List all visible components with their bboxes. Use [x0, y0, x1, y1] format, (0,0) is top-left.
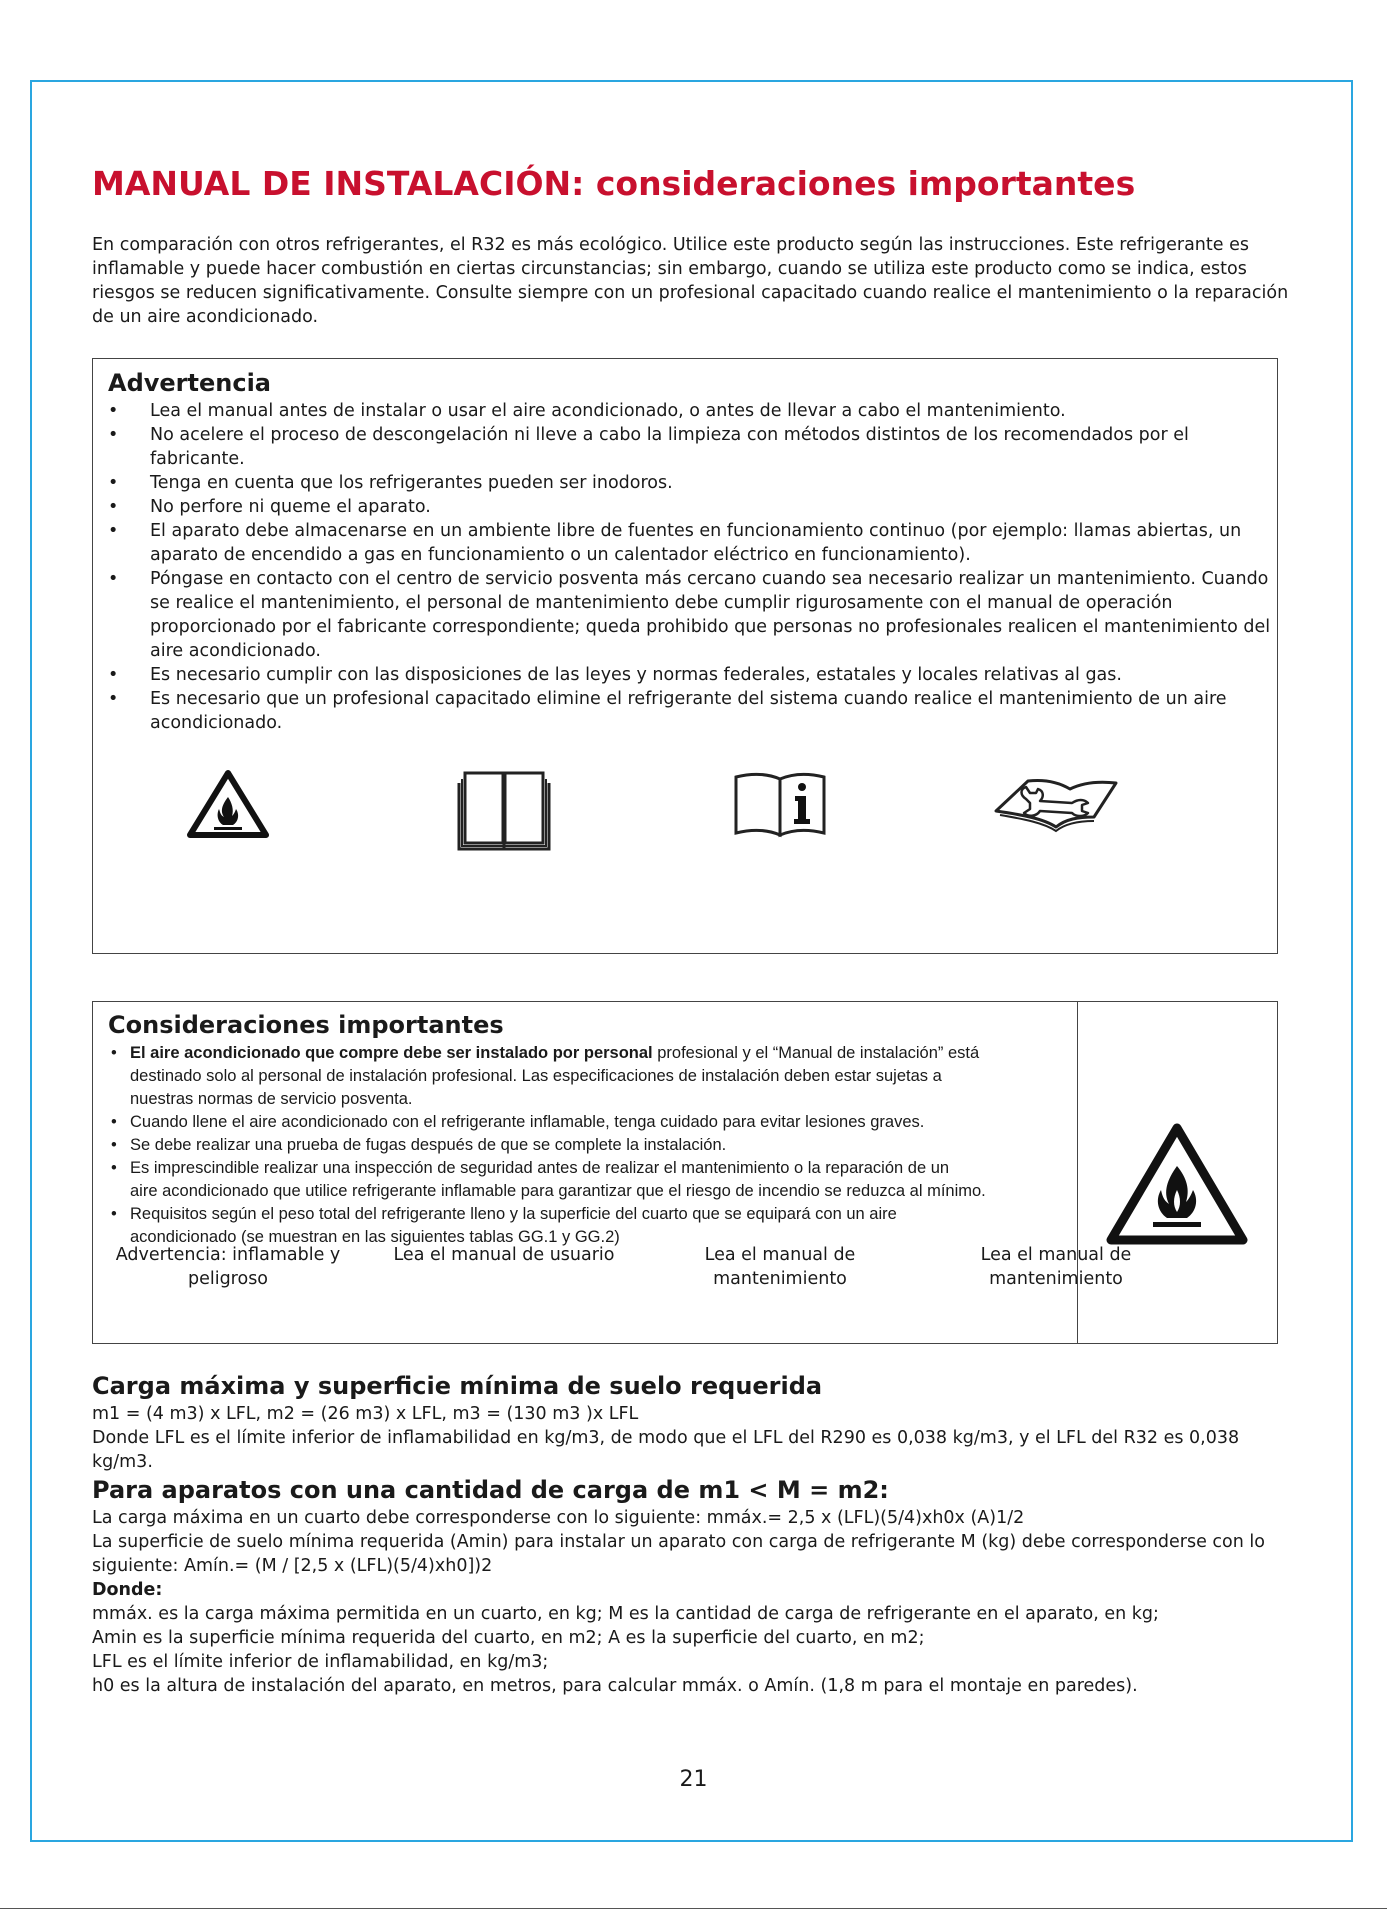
list-item: • Es necesario que un profesional capacitado elimine el refrigerante del sistema cuando realice el mantenimiento de un aire acondicionado.: [108, 687, 1273, 735]
icon-block-maintenance-manual: [921, 769, 1191, 1289]
icon-block-info-manual: [645, 769, 915, 1289]
text-line: Amin es la superficie mínima requerida del cuarto, en m2; A es la superficie del cuarto, en m2;: [92, 1628, 925, 1648]
considerations-box: [92, 1001, 1278, 1344]
considerations-list: [108, 1042, 988, 1249]
warning-heading: Advertencia: [108, 369, 271, 397]
list-item: • No acelere el proceso de descongelación ni lleve a cabo la limpieza con métodos distintos de los recomendados por el fabricante.: [108, 423, 1273, 471]
icon-caption: Lea el manual de usuario: [393, 1245, 615, 1265]
list-item: • Cuando llene el aire acondicionado con el refrigerante inflamable, tenga cuidado para evitar lesiones graves.: [108, 1111, 988, 1134]
warning-list: [108, 399, 1273, 735]
flammable-warning-icon: [1105, 1120, 1249, 1248]
formula-line: La carga máxima en un cuarto debe corresponderse con lo siguiente: mmáx.= 2,5 x (LFL)(5/4)xh0x (A)1/2: [92, 1508, 1025, 1528]
text-line: h0 es la altura de instalación del aparato, en metros, para calcular mmáx. o Amín. (1,8 m para el montaje en paredes).: [92, 1676, 1138, 1696]
text-line: Donde LFL es el límite inferior de inflamabilidad en kg/m3, de modo que el LFL del R290 es 0,038 kg/m3, y el LFL del R32 es 0,038 kg/m3.: [92, 1428, 1240, 1472]
list-item: • Póngase en contacto con el centro de servicio posventa más cercano cuando sea necesario realizar un mantenimiento. Cuando se realice el mantenimiento, el personal de mantenimiento debe cumplir rigurosamente con el manual de operación proporcionado por el fabricante correspondiente; queda prohibido que personas no profesionales realicen el mantenimiento del aire acondicionado.: [108, 567, 1273, 663]
list-item: • No perfore ni queme el aparato.: [108, 495, 1273, 519]
formula-line: La superficie de suelo mínima requerida (Amin) para instalar un aparato con carga de refrigerante M (kg) debe corresponderse con lo siguiente: Amín.= (M / [2,5 x (LFL)(5/4)xh0])2: [92, 1532, 1265, 1576]
page-number: 21: [679, 1767, 708, 1792]
bottom-rule: [0, 1908, 1387, 1909]
where-label: Donde:: [92, 1580, 163, 1600]
icon-caption: Advertencia: inflamable y peligroso: [115, 1245, 341, 1289]
list-item: • El aparato debe almacenarse en un ambiente libre de fuentes en funcionamiento continuo (por ejemplo: llamas abiertas, un aparato de encendido a gas en funcionamiento o un calentador eléctrico en funcionamiento).: [108, 519, 1273, 567]
section1-body: [92, 1402, 1292, 1474]
list-item: • Se debe realizar una prueba de fugas después de que se complete la instalación.: [108, 1134, 988, 1157]
wrench-manual-icon: [990, 769, 1122, 839]
icon-caption: Lea el manual de mantenimiento: [704, 1245, 856, 1289]
section-heading-max-charge: Carga máxima y superficie mínima de suelo requerida: [92, 1372, 823, 1400]
formula-line: m1 = (4 m3) x LFL, m2 = (26 m3) x LFL, m3 = (130 m3 )x LFL: [92, 1404, 639, 1424]
section2-body: [92, 1506, 1292, 1698]
list-item: [108, 1042, 988, 1111]
info-manual-icon: [732, 769, 828, 839]
considerations-heading: Consideraciones importantes: [108, 1011, 504, 1039]
list-item: [108, 1157, 988, 1203]
text-line: LFL es el límite inferior de inflamabilidad, en kg/m3;: [92, 1652, 549, 1672]
icon-caption: Lea el manual de mantenimiento: [980, 1245, 1132, 1289]
intro-paragraph: En comparación con otros refrigerantes, el R32 es más ecológico. Utilice este producto según las instrucciones. Este refrigerante es inflamable y puede hacer combustión en ciertas circunstancias; sin embargo, cuando se utiliza este producto como se indica, estos riesgos se reducen significativamente. Consulte siempre con un profesional capacitado cuando realice el mantenimiento o la reparación de un aire acondicionado.: [92, 235, 1289, 327]
divider: [1077, 1002, 1078, 1343]
list-item: • Requisitos según el peso total del refrigerante lleno y la superficie del cuarto que se equipará con un aire acondicionado (se muestran en las siguientes tablas GG.1 y GG.2): [108, 1203, 988, 1249]
section-heading-charge-range: Para aparatos con una cantidad de carga de m1 < M = m2:: [92, 1476, 889, 1504]
list-item: • Es necesario cumplir con las disposiciones de las leyes y normas federales, estatales y locales relativas al gas.: [108, 663, 1273, 687]
list-item-text: aire acondicionado que utilice refrigerante inflamable para garantizar que el riesgo de incendio se reduzca al mínimo.: [130, 1182, 986, 1200]
flammable-warning-icon: [186, 769, 270, 839]
open-book-icon: [455, 769, 553, 853]
list-item-text: profesional y el “Manual de instalación” está destinado solo al personal de instalación profesional. Las especificaciones de instalación deben estar sujetas a nuestras normas de servicio posventa.: [130, 1044, 980, 1108]
list-item-bold: El aire acondicionado que compre debe ser instalado por personal: [130, 1044, 653, 1062]
list-item: • Lea el manual antes de instalar o usar el aire acondicionado, o antes de llevar a cabo el mantenimiento.: [108, 399, 1273, 423]
list-item-text: • Es imprescindible realizar una inspección de seguridad antes de realizar el mantenimiento o la reparación de un: [130, 1159, 950, 1177]
page-title: MANUAL DE INSTALACIÓN: consideraciones importantes: [92, 164, 1136, 203]
text-line: mmáx. es la carga máxima permitida en un cuarto, en kg; M es la cantidad de carga de refrigerante en el aparato, en kg;: [92, 1604, 1159, 1624]
list-item: • Tenga en cuenta que los refrigerantes pueden ser inodoros.: [108, 471, 1273, 495]
